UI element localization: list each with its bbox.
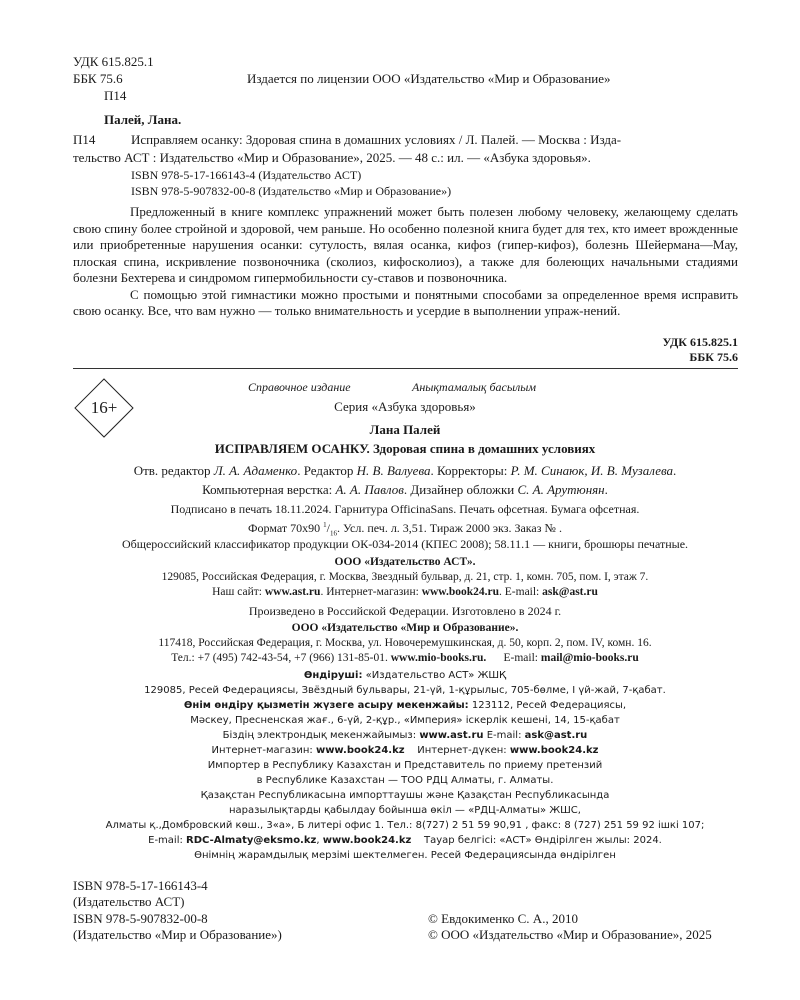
- kz-importer-5: Алматы қ.,Домбровский көш., 3«а», Б литері офис 1. Тел.: 8(727) 2 51 59 90,91 , факс: 8 (727) 251 59 92 ішкі 107;: [105, 820, 705, 831]
- editor-name: Л. А. Адаменко: [213, 463, 298, 478]
- kz-claims-address: Мәскеу, Пресненская жағ., 6-үй, 2-құр., «Империя» іскерлік кешені, 14, 15-қабат: [190, 715, 620, 726]
- footer-isbn-ast-publisher: (Издательство АСТ): [73, 894, 185, 909]
- proofreaders-names: Р. М. Синаюк, И. В. Музалева: [510, 463, 674, 478]
- catalog-isbn-ast: ISBN 978-5-17-166143-4 (Издательство АСТ): [131, 168, 362, 182]
- kz-site-link[interactable]: www.ast.ru: [419, 730, 484, 741]
- age-rating-label: 16+: [90, 398, 118, 417]
- kz-email-link[interactable]: ask@ast.ru: [524, 730, 588, 741]
- editors-line: Отв. редактор Л. А. Адаменко. Редактор Н. В. Валуева. Корректоры: Р. М. Синаюк, И. В. Музалева.: [133, 463, 677, 478]
- kz-rdc-email-link[interactable]: RDC-Almaty@eksmo.kz: [186, 835, 317, 846]
- mio-contacts: Тел.: +7 (495) 742-43-54, +7 (966) 131-85-01. www.mio-books.ru. E-mail: mail@mio-books.ru: [171, 652, 639, 664]
- bbk-code: ББК 75.6: [73, 71, 123, 86]
- section-divider: [73, 368, 738, 369]
- edition-type-ru: Справочное издание: [248, 380, 351, 394]
- ast-email-link[interactable]: ask@ast.ru: [542, 586, 598, 598]
- kz-importer-3: Қазақстан Республикасына импорттаушы және Қазақстан Республикасында: [200, 790, 610, 801]
- editor-name-2: Н. В. Валуева: [356, 463, 431, 478]
- ast-publisher-name: ООО «Издательство АСТ».: [334, 556, 476, 568]
- copyright-author: © Евдокименко С. А., 2010: [428, 911, 578, 926]
- ast-site-link[interactable]: www.ast.ru: [264, 586, 321, 598]
- catalog-code: П14: [73, 132, 96, 147]
- kz-importer-4: наразылықтарды қабылдау бойынша өкіл — «РДЦ-Алматы» ЖШС,: [229, 805, 581, 816]
- annotation: [73, 204, 738, 320]
- kz-shops: Интернет-магазин: www.book24.kz Интернет-дүкен: www.book24.kz: [211, 745, 599, 756]
- kz-claims: Өнім өндіру қызметін жүзеге асыру мекенжайы: 123112, Ресей Федерациясы,: [183, 700, 627, 711]
- footer-isbn-ast: ISBN 978-5-17-166143-4: [73, 878, 208, 893]
- catalog-author: Палей, Лана.: [104, 112, 182, 127]
- kz-maker-address: 129085, Ресей Федерациясы, Звёздный бульвары, 21-үй, 1-құрылыс, 705-бөлме, I үй-жай, 7-қабат.: [144, 685, 666, 696]
- layout-name: А. А. Павлов: [335, 482, 404, 497]
- bbk-right: ББК 75.6: [689, 350, 738, 364]
- license-note: Издается по лицензии ООО «Издательство «Мир и Образование»: [247, 71, 611, 86]
- catalog-title-line-2: тельство АСТ : Издательство «Мир и Образование», 2025. — 48 с.: ил. — «Азбука здоровья».: [73, 150, 591, 165]
- kz-importer-1: Импортер в Республику Казахстан и Представитель по приему претензий: [207, 760, 603, 771]
- edition-type-kz: Анықтамалық басылым: [412, 380, 536, 394]
- ast-contacts: Наш сайт: www.ast.ru. Интернет-магазин: www.book24.ru. E-mail: ask@ast.ru: [212, 586, 598, 598]
- print-signed-line: Подписано в печать 18.11.2024. Гарнитура OfficinaSans. Печать офсетная. Бумага офсетная.: [170, 502, 640, 516]
- layout-line: Компьютерная верстка: А. А. Павлов. Дизайнер обложки С. А. Арутюнян.: [202, 482, 608, 497]
- udk-code: УДК 615.825.1: [73, 54, 154, 69]
- mio-publisher-name: ООО «Издательство «Мир и Образование».: [291, 622, 519, 634]
- cover-designer-name: С. А. Арутюнян: [517, 482, 605, 497]
- ast-address: 129085, Российская Федерация, г. Москва, Звездный бульвар, д. 21, стр. 1, комн. 705, пом. I, этаж 7.: [161, 571, 649, 583]
- udk-right: УДК 615.825.1: [662, 335, 738, 349]
- kz-shop-link-1[interactable]: www.book24.kz: [315, 745, 405, 756]
- imprint-author: Лана Палей: [369, 422, 441, 437]
- kz-importer-2: в Республике Казахстан — ТОО РДЦ Алматы, г. Алматы.: [256, 775, 554, 786]
- catalog-isbn-mio: ISBN 978-5-907832-00-8 (Издательство «Мир и Образование»): [131, 184, 452, 198]
- format-line: Формат 70x90 $^1/_{16}$. Усл. печ. л. 3,51. Тираж 2000 экз. Заказ № .: [248, 521, 562, 538]
- kz-book24-link[interactable]: www.book24.kz: [322, 835, 412, 846]
- kz-maker: Өндіруші: «Издательство АСТ» ЖШҚ: [303, 670, 507, 681]
- copyright-publisher: © ООО «Издательство «Мир и Образование», 2025: [428, 927, 712, 942]
- footer-isbn-mio: ISBN 978-5-907832-00-8: [73, 911, 208, 926]
- footer-isbn-mio-publisher: (Издательство «Мир и Образование»): [73, 927, 282, 942]
- product-classifier: Общероссийский классификатор продукции ОК-034-2014 (КПЕС 2008); 58.11.1 — книги, брошюры печатные.: [121, 537, 689, 551]
- mio-email-link[interactable]: mail@mio-books.ru: [540, 652, 639, 664]
- catalog-title-line-1: Исправляем осанку: Здоровая спина в домашних условиях / Л. Палей. — Москва : Изда-: [131, 132, 622, 147]
- mio-address: 117418, Российская Федерация, г. Москва, ул. Новочеремушкинская, д. 50, корп. 2, пом. IV, комн. 16.: [158, 637, 652, 649]
- author-sign-code: П14: [104, 88, 127, 103]
- produced-note: Произведено в Российской Федерации. Изготовлено в 2024 г.: [248, 604, 562, 618]
- kz-email: Біздің электрондық мекенжайымыз: www.ast.ru E-mail: ask@ast.ru: [222, 730, 588, 741]
- kz-mail-line: E-mail: RDC-Almaty@eksmo.kz, www.book24.kz Тауар белгісі: «АСТ» Өндірілген жылы: 2024.: [148, 835, 662, 846]
- mio-site-link[interactable]: www.mio-books.ru.: [390, 652, 487, 664]
- ast-shop-link[interactable]: www.book24.ru: [421, 586, 500, 598]
- kz-shop-link-2[interactable]: www.book24.kz: [509, 745, 599, 756]
- kz-validity: Өнімнің жарамдылық мерзімі шектелмеген. Ресей Федерациясында өндірілген: [194, 850, 616, 861]
- series-name: Серия «Азбука здоровья»: [334, 399, 476, 414]
- annotation-paragraph-1: Предложенный в книге комплекс упражнений может быть полезен любому человеку, желающему сделать свою спину более стройной и здоровой, чем раньше. Но особенно полезной книга будет для тех, кто имеет врожденные или приобретенные нарушения осанки: сутулость, вялая осанка, кифоз (гипер-кифоз), болезнь Шейермана—Мау, плоская спина, искривление позвоночника (сколиоз, кифосколиоз), а также для болеющих начальными стадиями болезни Бехтерева и синдромом гипермобильности су-ставов и позвоночника.: [73, 204, 738, 285]
- annotation-paragraph-2: С помощью этой гимнастики можно простыми и понятными способами за определенное время исправить свою осанку. Все, что вам нужно — только внимательность и усердие в выполнении упраж-нений.: [73, 286, 738, 318]
- imprint-title: ИСПРАВЛЯЕМ ОСАНКУ. Здоровая спина в домашних условиях: [214, 441, 596, 456]
